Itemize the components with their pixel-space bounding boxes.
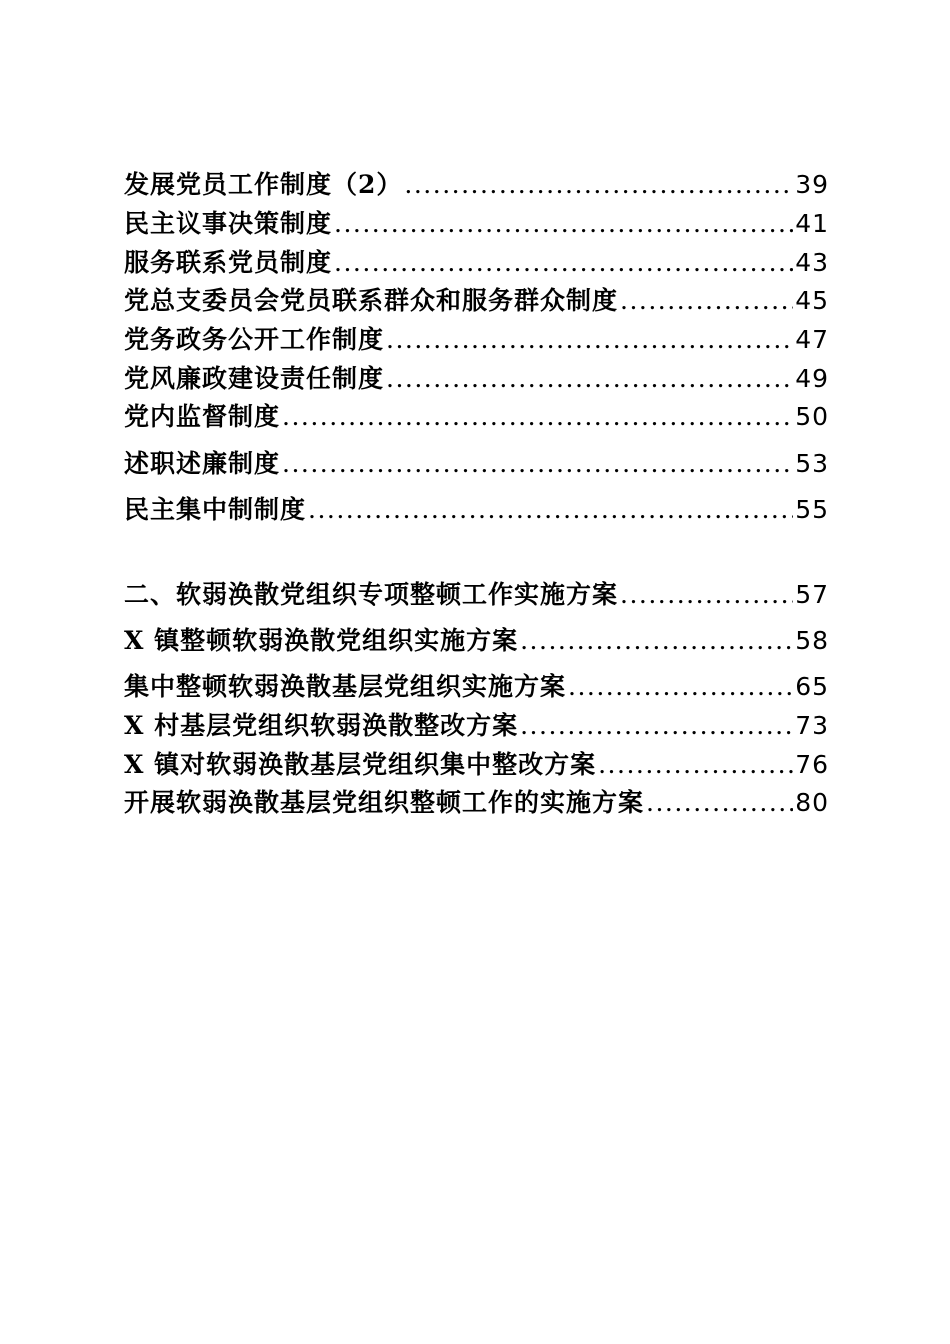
toc-entry[interactable] (124, 670, 829, 704)
toc-entry-title: 党务政务公开工作制度 (124, 325, 385, 354)
toc-entry-title: 述职述廉制度 (124, 449, 281, 478)
toc-entry-title: 民主议事决策制度 (124, 209, 333, 238)
toc-page-number: 80 (795, 788, 829, 817)
toc-dot-leader (308, 493, 793, 527)
toc-entry[interactable] (124, 168, 829, 202)
toc-entry[interactable] (124, 400, 829, 434)
toc-dot-leader (386, 323, 793, 357)
toc-entry[interactable] (124, 493, 829, 527)
toc-page-number: 41 (795, 209, 829, 238)
toc-entry-title: 党风廉政建设责任制度 (124, 364, 385, 393)
toc-dot-leader (520, 709, 793, 743)
toc-dot-leader (620, 284, 793, 318)
toc-entry[interactable] (124, 246, 829, 280)
toc-entry-title: X 镇对软弱涣散基层党组织集中整改方案 (124, 750, 597, 779)
toc-entry[interactable] (124, 284, 829, 318)
toc-dot-leader (334, 246, 793, 280)
toc-dot-leader (620, 578, 793, 612)
toc-entry-title: 服务联系党员制度 (124, 248, 333, 277)
toc-dot-leader (568, 670, 793, 704)
toc-entry-title: 开展软弱涣散基层党组织整顿工作的实施方案 (124, 788, 645, 817)
toc-page-number: 76 (795, 750, 829, 779)
toc-page-number: 58 (795, 626, 829, 655)
toc-dot-leader (334, 207, 793, 241)
toc-dot-leader (386, 362, 793, 396)
toc-entry-title: X 镇整顿软弱涣散党组织实施方案 (124, 626, 519, 655)
toc-entry-title: X 村基层党组织软弱涣散整改方案 (124, 711, 519, 740)
toc-entry[interactable] (124, 748, 829, 782)
toc-entry-title: 民主集中制制度 (124, 495, 307, 524)
toc-page-number: 55 (795, 495, 829, 524)
toc-dot-leader (404, 168, 793, 202)
toc-page-number: 57 (795, 580, 829, 609)
toc-page-number: 49 (795, 364, 829, 393)
toc-dot-leader (520, 624, 793, 658)
toc-entry[interactable] (124, 786, 829, 820)
toc-page-number: 73 (795, 711, 829, 740)
toc-page-number: 53 (795, 449, 829, 478)
toc-entry[interactable] (124, 578, 829, 612)
toc-dot-leader (598, 748, 793, 782)
toc-page-number: 50 (795, 402, 829, 431)
toc-entry-title: 发展党员工作制度（2） (124, 170, 403, 199)
toc-entry[interactable] (124, 447, 829, 481)
toc-page-number: 45 (795, 286, 829, 315)
toc-entry-title: 党总支委员会党员联系群众和服务群众制度 (124, 286, 619, 315)
toc-entry[interactable] (124, 709, 829, 743)
toc-entry-title: 党内监督制度 (124, 402, 281, 431)
toc-entry[interactable] (124, 207, 829, 241)
toc-page-number: 65 (795, 672, 829, 701)
toc-entry[interactable] (124, 362, 829, 396)
toc-page-number: 47 (795, 325, 829, 354)
toc-entry-title: 集中整顿软弱涣散基层党组织实施方案 (124, 672, 567, 701)
toc-entry[interactable] (124, 624, 829, 658)
toc-page-number: 43 (795, 248, 829, 277)
toc-dot-leader (282, 400, 793, 434)
toc-dot-leader (282, 447, 793, 481)
toc-entry-title: 二、软弱涣散党组织专项整顿工作实施方案 (124, 580, 619, 609)
toc-dot-leader (646, 786, 793, 820)
toc-page-number: 39 (795, 170, 829, 199)
toc-entry[interactable] (124, 323, 829, 357)
